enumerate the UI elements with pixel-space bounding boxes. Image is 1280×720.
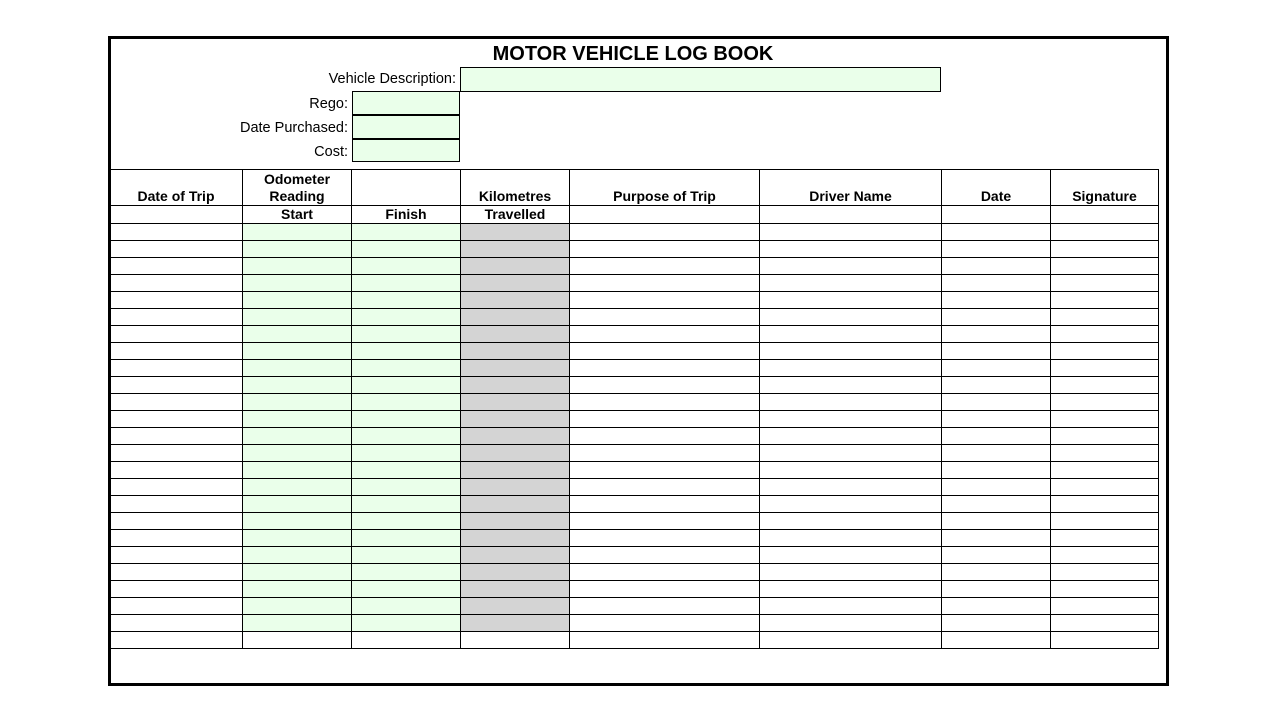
signature-cell[interactable] bbox=[1051, 411, 1159, 428]
kilometres-travelled-cell[interactable] bbox=[461, 224, 570, 241]
odometer-finish-cell[interactable] bbox=[352, 360, 461, 377]
purpose-of-trip-cell[interactable] bbox=[570, 615, 760, 632]
odometer-start-cell[interactable] bbox=[243, 564, 352, 581]
purpose-of-trip-cell[interactable] bbox=[570, 513, 760, 530]
table-row bbox=[110, 564, 1159, 581]
table-row bbox=[110, 615, 1159, 632]
driver-name-cell[interactable] bbox=[760, 241, 942, 258]
purpose-of-trip-cell[interactable] bbox=[570, 258, 760, 275]
subheader-blank-signature bbox=[1051, 206, 1159, 224]
signature-cell[interactable] bbox=[1051, 615, 1159, 632]
odometer-start-cell[interactable] bbox=[243, 292, 352, 309]
kilometres-travelled-cell[interactable] bbox=[461, 530, 570, 547]
date-cell[interactable] bbox=[942, 581, 1051, 598]
odometer-finish-cell[interactable] bbox=[352, 428, 461, 445]
driver-name-cell[interactable] bbox=[760, 309, 942, 326]
date-cell[interactable] bbox=[942, 224, 1051, 241]
driver-name-cell[interactable] bbox=[760, 462, 942, 479]
odometer-start-cell[interactable] bbox=[243, 377, 352, 394]
odometer-start-cell[interactable] bbox=[243, 547, 352, 564]
signature-cell[interactable] bbox=[1051, 513, 1159, 530]
table-row bbox=[110, 343, 1159, 360]
kilometres-travelled-cell[interactable] bbox=[461, 479, 570, 496]
odometer-finish-cell[interactable] bbox=[352, 241, 461, 258]
odometer-finish-cell[interactable] bbox=[352, 581, 461, 598]
date-of-trip-cell[interactable] bbox=[110, 292, 243, 309]
signature-cell[interactable] bbox=[1051, 445, 1159, 462]
kilometres-travelled-cell[interactable] bbox=[461, 309, 570, 326]
date-of-trip-cell[interactable] bbox=[110, 564, 243, 581]
odometer-start-cell[interactable] bbox=[243, 615, 352, 632]
header-date: Date bbox=[942, 170, 1051, 206]
signature-cell[interactable] bbox=[1051, 224, 1159, 241]
purpose-of-trip-cell[interactable] bbox=[570, 428, 760, 445]
odometer-start-cell[interactable] bbox=[243, 275, 352, 292]
vehicle-description-field[interactable] bbox=[460, 67, 941, 92]
odometer-finish-cell[interactable] bbox=[352, 224, 461, 241]
header-odometer-blank bbox=[352, 170, 461, 206]
driver-name-cell[interactable] bbox=[760, 564, 942, 581]
purpose-of-trip-cell[interactable] bbox=[570, 479, 760, 496]
driver-name-cell[interactable] bbox=[760, 360, 942, 377]
kilometres-travelled-cell[interactable] bbox=[461, 343, 570, 360]
purpose-of-trip-cell[interactable] bbox=[570, 394, 760, 411]
signature-cell[interactable] bbox=[1051, 428, 1159, 445]
table-row bbox=[110, 241, 1159, 258]
subheader-blank-date bbox=[942, 206, 1051, 224]
driver-name-cell[interactable] bbox=[760, 598, 942, 615]
table-row bbox=[110, 224, 1159, 241]
odometer-finish-cell[interactable] bbox=[352, 326, 461, 343]
date-cell[interactable] bbox=[942, 309, 1051, 326]
purpose-of-trip-cell[interactable] bbox=[570, 496, 760, 513]
odometer-finish-cell[interactable] bbox=[352, 258, 461, 275]
purpose-of-trip-cell[interactable] bbox=[570, 530, 760, 547]
kilometres-travelled-cell[interactable] bbox=[461, 326, 570, 343]
date-cell[interactable] bbox=[942, 496, 1051, 513]
date-of-trip-cell[interactable] bbox=[110, 224, 243, 241]
driver-name-cell[interactable] bbox=[760, 258, 942, 275]
date-cell[interactable] bbox=[942, 598, 1051, 615]
date-cell[interactable] bbox=[942, 394, 1051, 411]
signature-cell[interactable] bbox=[1051, 479, 1159, 496]
cost-field[interactable] bbox=[352, 139, 460, 162]
driver-name-cell[interactable] bbox=[760, 275, 942, 292]
kilometres-travelled-cell[interactable] bbox=[461, 513, 570, 530]
odometer-finish-cell[interactable] bbox=[352, 445, 461, 462]
driver-name-cell[interactable] bbox=[760, 445, 942, 462]
odometer-finish-cell[interactable] bbox=[352, 479, 461, 496]
page-title: MOTOR VEHICLE LOG BOOK bbox=[492, 43, 774, 65]
odometer-finish-cell[interactable] bbox=[352, 530, 461, 547]
cost-label: Cost: bbox=[314, 144, 348, 160]
table-row bbox=[110, 428, 1159, 445]
header-signature: Signature bbox=[1051, 170, 1159, 206]
signature-cell[interactable] bbox=[1051, 530, 1159, 547]
purpose-of-trip-cell[interactable] bbox=[570, 326, 760, 343]
odometer-start-cell[interactable] bbox=[243, 343, 352, 360]
purpose-of-trip-cell[interactable] bbox=[570, 411, 760, 428]
signature-cell[interactable] bbox=[1051, 292, 1159, 309]
odometer-start-cell[interactable] bbox=[243, 496, 352, 513]
odometer-start-cell[interactable] bbox=[243, 394, 352, 411]
kilometres-travelled-cell[interactable] bbox=[461, 275, 570, 292]
kilometres-travelled-cell[interactable] bbox=[461, 394, 570, 411]
date-cell[interactable] bbox=[942, 547, 1051, 564]
odometer-finish-cell[interactable] bbox=[352, 411, 461, 428]
date-of-trip-cell[interactable] bbox=[110, 462, 243, 479]
kilometres-travelled-cell[interactable] bbox=[461, 445, 570, 462]
date-of-trip-cell[interactable] bbox=[110, 513, 243, 530]
signature-cell[interactable] bbox=[1051, 275, 1159, 292]
driver-name-cell[interactable] bbox=[760, 513, 942, 530]
header-purpose-of-trip: Purpose of Trip bbox=[570, 170, 760, 206]
date-of-trip-cell[interactable] bbox=[110, 530, 243, 547]
odometer-start-cell[interactable] bbox=[243, 241, 352, 258]
table-row bbox=[110, 479, 1159, 496]
signature-cell[interactable] bbox=[1051, 241, 1159, 258]
log-table bbox=[109, 169, 1159, 649]
date-cell[interactable] bbox=[942, 292, 1051, 309]
date-cell[interactable] bbox=[942, 615, 1051, 632]
header-odometer-line2: Reading bbox=[269, 188, 325, 204]
odometer-finish-cell[interactable] bbox=[352, 598, 461, 615]
table-row bbox=[110, 445, 1159, 462]
driver-name-cell[interactable] bbox=[760, 377, 942, 394]
kilometres-travelled-cell[interactable] bbox=[461, 258, 570, 275]
odometer-finish-cell[interactable] bbox=[352, 377, 461, 394]
driver-name-cell[interactable] bbox=[760, 530, 942, 547]
purpose-of-trip-cell[interactable] bbox=[570, 343, 760, 360]
date-of-trip-cell[interactable] bbox=[110, 377, 243, 394]
date-of-trip-cell[interactable] bbox=[110, 275, 243, 292]
purpose-of-trip-cell[interactable] bbox=[570, 564, 760, 581]
rego-label: Rego: bbox=[309, 96, 348, 112]
signature-cell[interactable] bbox=[1051, 581, 1159, 598]
odometer-start-cell[interactable] bbox=[243, 326, 352, 343]
subheader-blank bbox=[110, 206, 243, 224]
header-kilometres: Kilometres bbox=[461, 170, 570, 206]
date-of-trip-cell[interactable] bbox=[110, 411, 243, 428]
date-cell[interactable] bbox=[942, 428, 1051, 445]
purpose-of-trip-cell[interactable] bbox=[570, 547, 760, 564]
driver-name-cell[interactable] bbox=[760, 292, 942, 309]
signature-cell[interactable] bbox=[1051, 547, 1159, 564]
odometer-finish-cell[interactable] bbox=[352, 462, 461, 479]
date-cell[interactable] bbox=[942, 343, 1051, 360]
kilometres-travelled-cell[interactable] bbox=[461, 564, 570, 581]
date-cell[interactable] bbox=[942, 462, 1051, 479]
date-purchased-field[interactable] bbox=[352, 115, 460, 139]
odometer-finish-cell[interactable] bbox=[352, 615, 461, 632]
driver-name-cell[interactable] bbox=[760, 411, 942, 428]
driver-name-cell[interactable] bbox=[760, 343, 942, 360]
date-of-trip-cell[interactable] bbox=[110, 445, 243, 462]
table-row bbox=[110, 411, 1159, 428]
date-cell[interactable] bbox=[942, 479, 1051, 496]
driver-name-cell[interactable] bbox=[760, 496, 942, 513]
date-of-trip-cell[interactable] bbox=[110, 479, 243, 496]
date-cell[interactable] bbox=[942, 445, 1051, 462]
purpose-of-trip-cell[interactable] bbox=[570, 241, 760, 258]
date-cell[interactable] bbox=[942, 564, 1051, 581]
date-of-trip-cell[interactable] bbox=[110, 581, 243, 598]
table-row bbox=[110, 360, 1159, 377]
date-of-trip-cell[interactable] bbox=[110, 309, 243, 326]
driver-name-cell[interactable] bbox=[760, 547, 942, 564]
signature-cell[interactable] bbox=[1051, 360, 1159, 377]
date-of-trip-cell[interactable] bbox=[110, 258, 243, 275]
kilometres-travelled-cell[interactable] bbox=[461, 598, 570, 615]
purpose-of-trip-cell[interactable] bbox=[570, 275, 760, 292]
date-of-trip-cell[interactable] bbox=[110, 428, 243, 445]
table-header-row bbox=[110, 170, 1159, 206]
date-of-trip-cell[interactable] bbox=[110, 394, 243, 411]
date-of-trip-cell[interactable] bbox=[110, 326, 243, 343]
date-of-trip-cell[interactable] bbox=[110, 343, 243, 360]
rego-field[interactable] bbox=[352, 91, 460, 115]
header-odometer-line1: Odometer bbox=[263, 171, 331, 187]
odometer-start-cell[interactable] bbox=[243, 598, 352, 615]
table-row bbox=[110, 496, 1159, 513]
table-row bbox=[110, 598, 1159, 615]
purpose-of-trip-cell[interactable] bbox=[570, 377, 760, 394]
table-row bbox=[110, 632, 1159, 649]
date-cell[interactable] bbox=[942, 275, 1051, 292]
header-driver-name: Driver Name bbox=[760, 170, 942, 206]
driver-name-cell[interactable] bbox=[760, 615, 942, 632]
purpose-of-trip-cell[interactable] bbox=[570, 445, 760, 462]
odometer-finish-cell[interactable] bbox=[352, 309, 461, 326]
odometer-start-cell[interactable] bbox=[243, 411, 352, 428]
signature-cell[interactable] bbox=[1051, 326, 1159, 343]
table-row bbox=[110, 581, 1159, 598]
driver-name-cell[interactable] bbox=[760, 581, 942, 598]
date-of-trip-cell[interactable] bbox=[110, 360, 243, 377]
table-row bbox=[110, 292, 1159, 309]
signature-cell[interactable] bbox=[1051, 258, 1159, 275]
odometer-start-cell[interactable] bbox=[243, 445, 352, 462]
signature-cell[interactable] bbox=[1051, 462, 1159, 479]
date-purchased-label: Date Purchased: bbox=[239, 120, 348, 136]
vehicle-description-label: Vehicle Description: bbox=[328, 71, 456, 87]
date-cell[interactable] bbox=[942, 411, 1051, 428]
signature-cell[interactable] bbox=[1051, 496, 1159, 513]
odometer-start-cell[interactable] bbox=[243, 309, 352, 326]
odometer-start-cell[interactable] bbox=[243, 513, 352, 530]
odometer-start-cell[interactable] bbox=[243, 224, 352, 241]
kilometres-travelled-cell[interactable] bbox=[461, 411, 570, 428]
date-of-trip-cell[interactable] bbox=[110, 598, 243, 615]
subheader-blank-purpose bbox=[570, 206, 760, 224]
purpose-of-trip-cell[interactable] bbox=[570, 581, 760, 598]
subheader-blank-driver bbox=[760, 206, 942, 224]
odometer-finish-cell[interactable] bbox=[352, 496, 461, 513]
odometer-finish-cell[interactable] bbox=[352, 275, 461, 292]
date-cell[interactable] bbox=[942, 513, 1051, 530]
kilometres-travelled-cell[interactable] bbox=[461, 581, 570, 598]
table-row bbox=[110, 258, 1159, 275]
driver-name-cell[interactable] bbox=[760, 428, 942, 445]
date-cell[interactable] bbox=[942, 377, 1051, 394]
signature-cell[interactable] bbox=[1051, 394, 1159, 411]
odometer-start-cell[interactable] bbox=[243, 360, 352, 377]
table-row bbox=[110, 513, 1159, 530]
odometer-start-cell[interactable] bbox=[243, 530, 352, 547]
odometer-start-cell[interactable] bbox=[243, 479, 352, 496]
purpose-of-trip-cell[interactable] bbox=[570, 462, 760, 479]
date-cell[interactable] bbox=[942, 530, 1051, 547]
signature-cell[interactable] bbox=[1051, 564, 1159, 581]
date-cell[interactable] bbox=[942, 326, 1051, 343]
purpose-of-trip-cell[interactable] bbox=[570, 632, 760, 649]
kilometres-travelled-cell[interactable] bbox=[461, 547, 570, 564]
odometer-start-cell[interactable] bbox=[243, 632, 352, 649]
signature-cell[interactable] bbox=[1051, 377, 1159, 394]
odometer-start-cell[interactable] bbox=[243, 428, 352, 445]
kilometres-travelled-cell[interactable] bbox=[461, 292, 570, 309]
odometer-finish-cell[interactable] bbox=[352, 564, 461, 581]
purpose-of-trip-cell[interactable] bbox=[570, 292, 760, 309]
kilometres-travelled-cell[interactable] bbox=[461, 632, 570, 649]
driver-name-cell[interactable] bbox=[760, 326, 942, 343]
date-cell[interactable] bbox=[942, 360, 1051, 377]
table-row bbox=[110, 530, 1159, 547]
date-of-trip-cell[interactable] bbox=[110, 547, 243, 564]
date-of-trip-cell[interactable] bbox=[110, 241, 243, 258]
odometer-finish-cell[interactable] bbox=[352, 547, 461, 564]
date-cell[interactable] bbox=[942, 632, 1051, 649]
table-row bbox=[110, 309, 1159, 326]
driver-name-cell[interactable] bbox=[760, 394, 942, 411]
kilometres-travelled-cell[interactable] bbox=[461, 377, 570, 394]
odometer-start-cell[interactable] bbox=[243, 581, 352, 598]
kilometres-travelled-cell[interactable] bbox=[461, 360, 570, 377]
kilometres-travelled-cell[interactable] bbox=[461, 241, 570, 258]
driver-name-cell[interactable] bbox=[760, 632, 942, 649]
kilometres-travelled-cell[interactable] bbox=[461, 615, 570, 632]
date-of-trip-cell[interactable] bbox=[110, 615, 243, 632]
subheader-finish: Finish bbox=[352, 206, 461, 224]
table-subheader-row bbox=[110, 206, 1159, 224]
date-cell[interactable] bbox=[942, 241, 1051, 258]
header-date-of-trip: Date of Trip bbox=[110, 170, 243, 206]
kilometres-travelled-cell[interactable] bbox=[461, 462, 570, 479]
odometer-finish-cell[interactable] bbox=[352, 632, 461, 649]
subheader-start: Start bbox=[243, 206, 352, 224]
purpose-of-trip-cell[interactable] bbox=[570, 598, 760, 615]
kilometres-travelled-cell[interactable] bbox=[461, 428, 570, 445]
purpose-of-trip-cell[interactable] bbox=[570, 360, 760, 377]
subheader-travelled: Travelled bbox=[461, 206, 570, 224]
purpose-of-trip-cell[interactable] bbox=[570, 309, 760, 326]
signature-cell[interactable] bbox=[1051, 343, 1159, 360]
kilometres-travelled-cell[interactable] bbox=[461, 496, 570, 513]
table-row bbox=[110, 275, 1159, 292]
odometer-finish-cell[interactable] bbox=[352, 394, 461, 411]
signature-cell[interactable] bbox=[1051, 632, 1159, 649]
signature-cell[interactable] bbox=[1051, 598, 1159, 615]
purpose-of-trip-cell[interactable] bbox=[570, 224, 760, 241]
odometer-finish-cell[interactable] bbox=[352, 513, 461, 530]
driver-name-cell[interactable] bbox=[760, 479, 942, 496]
table-row bbox=[110, 377, 1159, 394]
table-row bbox=[110, 326, 1159, 343]
odometer-start-cell[interactable] bbox=[243, 462, 352, 479]
date-of-trip-cell[interactable] bbox=[110, 496, 243, 513]
date-cell[interactable] bbox=[942, 258, 1051, 275]
odometer-finish-cell[interactable] bbox=[352, 292, 461, 309]
odometer-start-cell[interactable] bbox=[243, 258, 352, 275]
signature-cell[interactable] bbox=[1051, 309, 1159, 326]
driver-name-cell[interactable] bbox=[760, 224, 942, 241]
table-row bbox=[110, 394, 1159, 411]
table-row bbox=[110, 462, 1159, 479]
date-of-trip-cell[interactable] bbox=[110, 632, 243, 649]
table-row bbox=[110, 547, 1159, 564]
header-odometer-reading bbox=[243, 170, 352, 206]
odometer-finish-cell[interactable] bbox=[352, 343, 461, 360]
